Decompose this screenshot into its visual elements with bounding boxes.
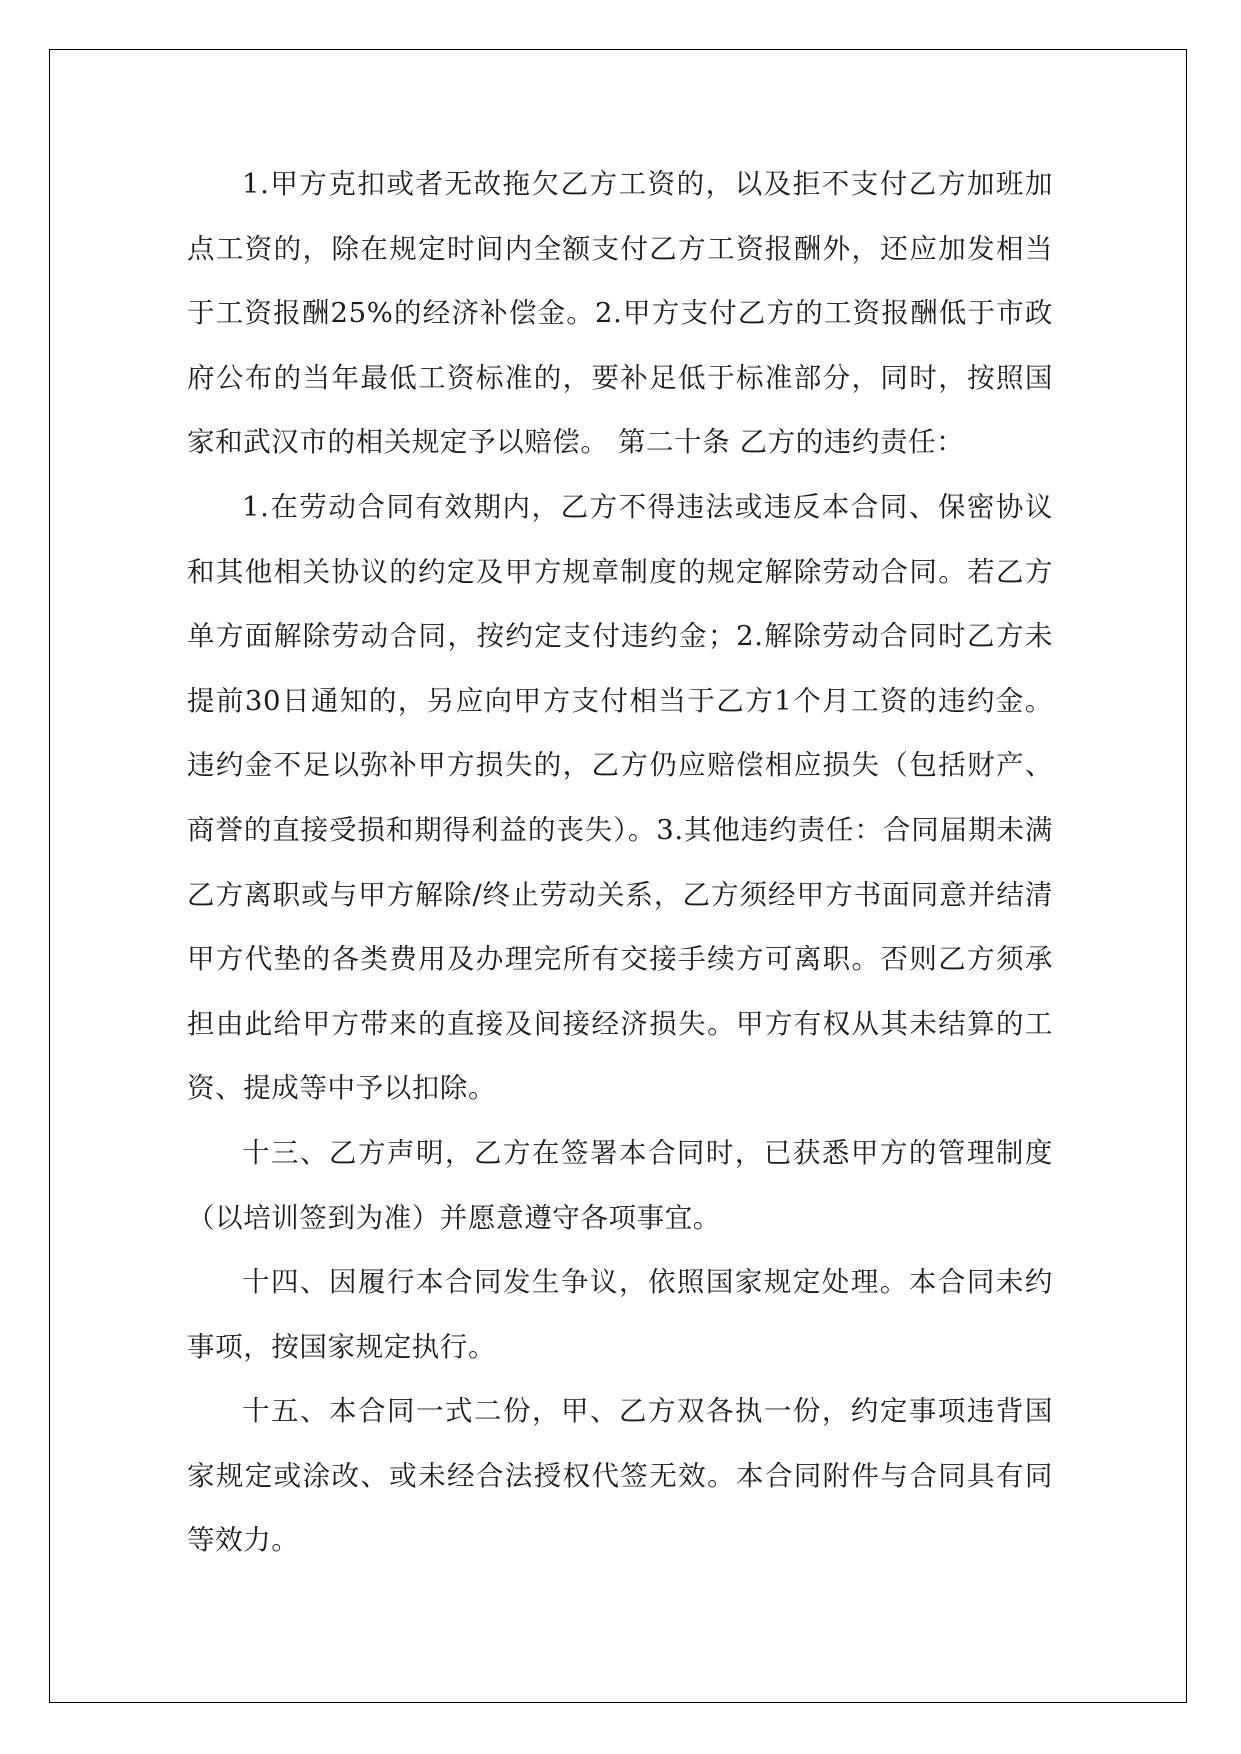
paragraph-clause-13: 十三、乙方声明，乙方在签署本合同时，已获悉甲方的管理制度（以培训签到为准）并愿意遵守各项事宜。 [187, 1136, 1053, 1234]
paragraph-party-b-liability: 1.在劳动合同有效期内，乙方不得违法或违反本合同、保密协议和其他相关协议的约定及甲方规章制度的规定解除劳动合同。若乙方单方面解除劳动合同，按约定支付违约金；2.解除劳动合同时乙方未提前30日通知的，另应向甲方支付相当于乙方1个月工资的违约金。违约金不足以弥补甲方损失的，乙方仍应赔偿相应损失（包括财产、商誉的直接受损和期得利益的丧失）。3.其他违约责任：合同届期未满乙方离职或与甲方解除/终止劳动关系，乙方须经甲方书面同意并结清甲方代垫的各类费用及办理完所有交接手续方可离职。否则乙方须承担由此给甲方带来的直接及间接经济损失。甲方有权从其未结算的工资、提成等中予以扣除。 [187, 490, 1053, 1105]
paragraph-clause-15: 十五、本合同一式二份，甲、乙方双各执一份，约定事项违背国家规定或涂改、或未经合法授权代签无效。本合同附件与合同具有同等效力。 [187, 1395, 1053, 1557]
paragraph-party-a-liability: 1.甲方克扣或者无故拖欠乙方工资的，以及拒不支付乙方加班加点工资的，除在规定时间内全额支付乙方工资报酬外，还应加发相当于工资报酬25%的经济补偿金。2.甲方支付乙方的工资报酬低于市政府公布的当年最低工资标准的，要补足低于标准部分，同时，按照国家和武汉市的相关规定予以赔偿。 第二十条 乙方的违约责任： [187, 168, 1053, 459]
document-body [187, 152, 1053, 1573]
paragraph-clause-14: 十四、因履行本合同发生争议，依照国家规定处理。本合同未约事项，按国家规定执行。 [187, 1266, 1053, 1363]
